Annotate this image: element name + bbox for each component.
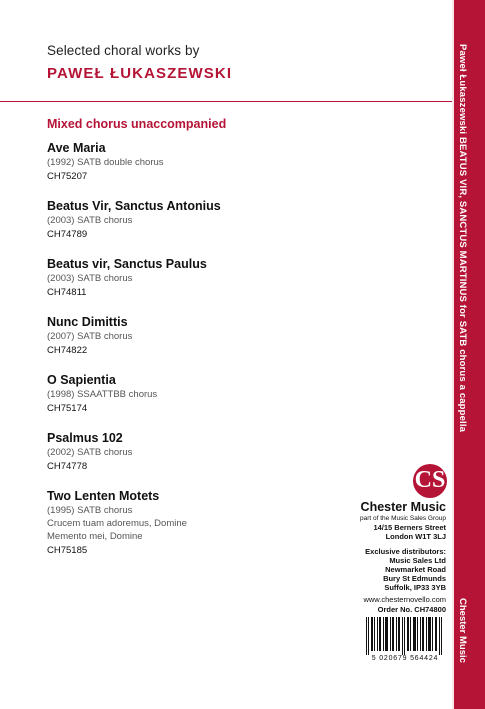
website: www.chesternovello.com — [363, 595, 446, 604]
order-number: Order No. CH74800 — [377, 605, 446, 614]
work-details: (2007) SATB chorus — [47, 331, 133, 342]
work-movement: Crucem tuam adoremus, Domine — [47, 518, 187, 529]
work-details: (2003) SATB chorus — [47, 215, 133, 226]
work-code: CH75174 — [47, 403, 88, 414]
logo-letters: CS — [414, 467, 446, 493]
work-details: (2002) SATB chorus — [47, 447, 133, 458]
work-item — [47, 430, 427, 473]
section-heading: Mixed chorus unaccompanied — [47, 117, 227, 131]
work-item — [47, 372, 427, 415]
spine-title: Paweł Łukaszewski BEATUS VIR, SANCTUS MARTINUS for SATB chorus a cappella — [457, 44, 468, 433]
work-title: Beatus vir, Sanctus Paulus — [47, 257, 207, 271]
work-title: O Sapientia — [47, 373, 116, 387]
work-title: Ave Maria — [47, 141, 106, 155]
publisher-address-line: 14/15 Berners Street — [373, 523, 446, 532]
distributor-line: Newmarket Road — [385, 565, 446, 574]
publisher-address-line: London W1T 3LJ — [385, 532, 446, 541]
distributor-line: Music Sales Ltd — [389, 556, 446, 565]
work-code: CH74789 — [47, 229, 88, 240]
work-title: Beatus Vir, Sanctus Antonius — [47, 199, 221, 213]
publisher-group: part of the Music Sales Group — [360, 515, 446, 522]
work-details: (2003) SATB chorus — [47, 273, 133, 284]
barcode-bars — [364, 617, 446, 655]
work-details: (1992) SATB double chorus — [47, 157, 164, 168]
work-item — [47, 198, 427, 241]
distributor-line: Suffolk, IP33 3YB — [384, 583, 446, 592]
work-item — [47, 256, 427, 299]
work-movement: Memento mei, Domine — [47, 531, 143, 542]
distributors-label: Exclusive distributors: — [365, 547, 446, 556]
work-title: Two Lenten Motets — [47, 489, 160, 503]
divider — [0, 101, 452, 102]
work-code: CH75207 — [47, 171, 88, 182]
work-item — [47, 314, 427, 357]
work-item — [47, 140, 427, 183]
work-code: CH74822 — [47, 345, 88, 356]
barcode — [364, 617, 446, 663]
work-details: (1998) SSAATTBB chorus — [47, 389, 158, 400]
work-code: CH74778 — [47, 461, 88, 472]
work-details: (1995) SATB chorus — [47, 505, 133, 516]
work-code: CH74811 — [47, 287, 87, 298]
work-code: CH75185 — [47, 545, 88, 556]
barcode-number: 5 020679 564424 — [371, 655, 439, 662]
spine-divider — [452, 0, 454, 709]
composer-name: PAWEŁ ŁUKASZEWSKI — [47, 65, 233, 82]
work-title: Psalmus 102 — [47, 431, 123, 445]
header-intro: Selected choral works by — [47, 43, 200, 58]
distributor-line: Bury St Edmunds — [383, 574, 446, 583]
spine-publisher: Chester Music — [457, 598, 468, 663]
publisher-logo — [413, 464, 447, 498]
publisher-name: Chester Music — [360, 500, 446, 514]
work-title: Nunc Dimittis — [47, 315, 128, 329]
